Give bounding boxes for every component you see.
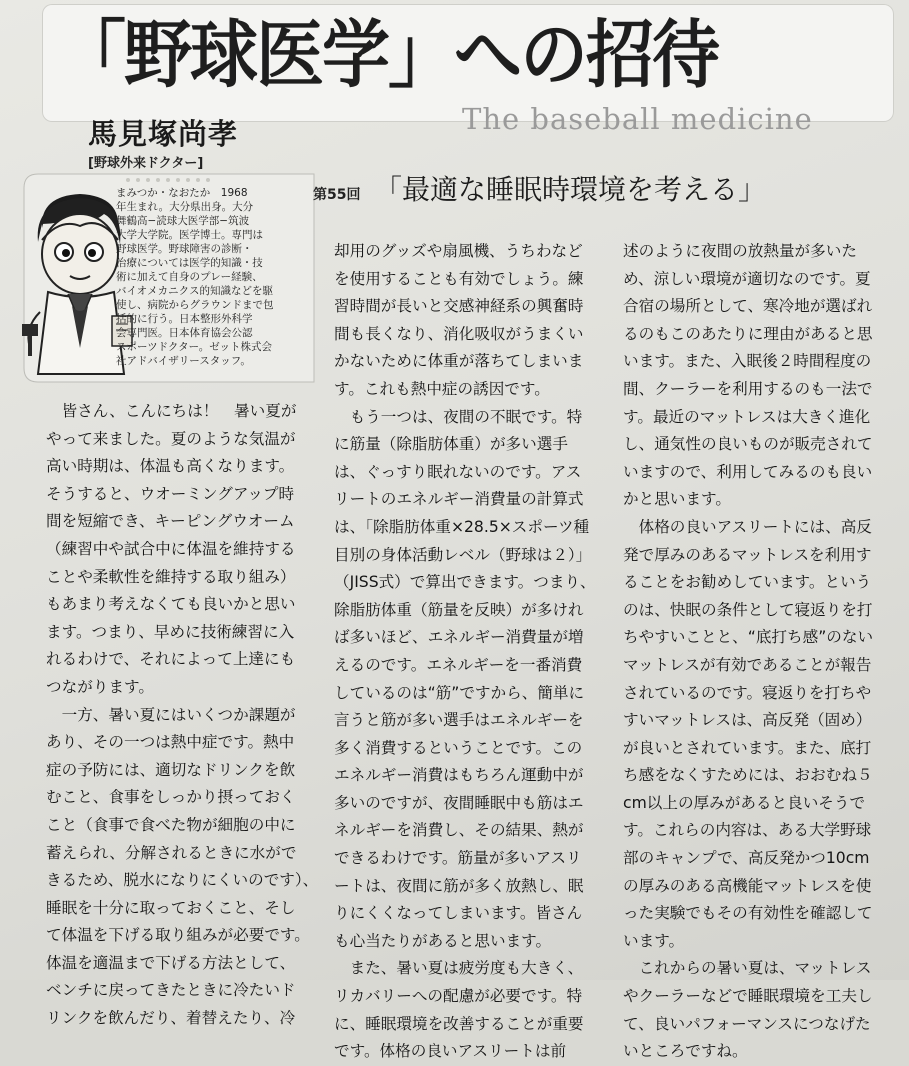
- article-line: もう一つは、夜間の不眠です。特: [334, 407, 583, 426]
- bio-line: 野球医学。野球障害の診断・: [116, 243, 253, 255]
- article-line: かないために体重が落ちてしまいま: [334, 352, 584, 371]
- article-line: しているのは“筋”ですから、簡単に: [334, 683, 585, 702]
- article-line: め、涼しい環境が適切なのです。夏: [623, 269, 871, 288]
- article-line: エネルギー消費はもちろん運動中が: [334, 766, 584, 785]
- article-line: のは、快眠の条件として寝返りを打: [623, 600, 873, 619]
- article-line: います。: [623, 931, 685, 950]
- bio-line: バイオメカニクス的知識などを駆: [116, 285, 273, 297]
- bio-line: 会専門医。日本体育協会公認: [116, 327, 253, 339]
- article-line: し、通気性の良いものが販売されて: [623, 435, 873, 454]
- article-line: りにくくなってしまいます。皆さん: [334, 904, 583, 923]
- article-line: います。また、入眠後２時間程度の: [623, 352, 872, 371]
- article-line: えるのです。エネルギーを一番消費: [334, 655, 583, 674]
- article-line: るのもこのあたりに理由があると思: [623, 324, 873, 343]
- article-column-3: [623, 238, 893, 1066]
- article-line: 皆さん、こんにちは！ 暑い夏が: [46, 402, 297, 420]
- article-line: むこと、食事をしっかり摂っておく: [46, 788, 296, 807]
- bio-line: 年生まれ。大分県出身。大分: [116, 201, 254, 213]
- article-line: 高い時期は、体温も高くなります。: [46, 457, 295, 476]
- bio-line: 社アドバイザリースタッフ。: [116, 355, 251, 367]
- article-line: リカバリーへの配慮が必要です。特: [334, 987, 583, 1006]
- article-line: やクーラーなどで睡眠環境を工夫し: [623, 987, 873, 1006]
- article-line: ることをお勧めしています。という: [623, 573, 872, 592]
- author-role: [野球外来ドクター]: [88, 156, 204, 171]
- article-line: マットレスが有効であることが報告: [623, 655, 872, 674]
- article-line: つながります。: [46, 677, 154, 696]
- article-line: に筋量（除脂肪体重）が多い選手: [334, 435, 568, 454]
- series-title: 「野球医学」への招待: [58, 13, 719, 99]
- bio-line: まみつか・なおたか 1968: [116, 187, 248, 199]
- article-line: が良いとされています。また、底打: [623, 738, 872, 757]
- article-line: て、良いパフォーマンスにつなげた: [623, 1014, 871, 1033]
- article-line: そうすると、ウオーミングアップ時: [46, 484, 295, 503]
- author-name: 馬見塚尚孝: [88, 117, 239, 151]
- article-line: 多いのですが、夜間睡眠中も筋はエ: [334, 793, 584, 812]
- article-line: cm以上の厚みがあると良いそうで: [623, 793, 866, 812]
- article-line: すいマットレスは、高反発（固め）: [623, 711, 872, 730]
- article-line: す。これも熱中症の誘因です。: [334, 379, 550, 398]
- article-line: 体温を適温まで下げる方法として、: [46, 953, 296, 972]
- article-line: 一方、暑い夏にはいくつか課題が: [46, 705, 296, 724]
- article-line: った実験でもその有効性を確認して: [623, 904, 873, 923]
- bio-line: 舞鶴高−読球大医学部−筑波: [116, 215, 250, 227]
- article-line: 却用のグッズや扇風機、うちわなど: [334, 242, 583, 260]
- article-line: ベンチに戻ってきたときに冷たいド: [46, 981, 296, 1000]
- article-line: 発で厚みのあるマットレスを利用す: [623, 545, 872, 564]
- article-line: いますので、利用してみるのも良い: [623, 462, 873, 481]
- article-line: す。最近のマットレスは大きく進化: [623, 407, 871, 426]
- article-line: です。体格の良いアスリートは前: [334, 1042, 567, 1061]
- article-line: の厚みのある高機能マットレスを使: [623, 876, 872, 895]
- episode-title: 「最適な睡眠時環境を考える」: [374, 173, 767, 206]
- article-line: て体温を下げる取り組みが必要です。: [46, 926, 310, 945]
- bio-line: 術に加えて自身のプレー経験、: [116, 271, 263, 283]
- article-line: これからの暑い夏は、マットレス: [623, 959, 872, 978]
- article-line: 蓄えられ、分解されるときに水がで: [46, 843, 297, 862]
- episode-number: 第55回: [313, 187, 361, 203]
- article-line: 症の予防には、適切なドリンクを飲: [46, 760, 296, 779]
- article-line: かと思います。: [623, 490, 731, 509]
- article-line: 合宿の場所として、寒冷地が選ばれ: [623, 297, 873, 316]
- article-line: を使用することも有効でしょう。練: [334, 269, 584, 288]
- article-line: いところですね。: [623, 1042, 748, 1061]
- article-line: （練習中や試合中に体温を維持する: [46, 539, 296, 558]
- article-line: ば多いほど、エネルギー消費量が増: [334, 628, 584, 647]
- article-line: できるわけです。筋量が多いアスリ: [334, 849, 582, 868]
- article-line: 目別の身体活動レベル（野球は２）」: [334, 545, 592, 564]
- article-line: 言うと筋が多い選手はエネルギーを: [334, 711, 584, 730]
- article-line: されているのです。寝返りを打ちや: [623, 683, 872, 702]
- article-line: 多く消費するということです。この: [334, 738, 583, 757]
- article-line: もあまり考えなくても良いかと思い: [46, 595, 296, 614]
- article-line: 間、クーラーを利用するのも一法で: [623, 379, 873, 398]
- article-line: きるため、脱水になりにくいのです）、: [46, 871, 319, 890]
- article-line: ネルギーを消費し、その結果、熱が: [334, 821, 584, 840]
- author-bio: [116, 186, 310, 368]
- article-line: ち感をなくすためには、おおむね５: [623, 766, 873, 785]
- article-line: 睡眠を十分に取っておくこと、そし: [46, 898, 296, 917]
- article-line: あり、その一つは熱中症です。熱中: [46, 733, 295, 752]
- article-line: 間を短縮でき、キーピングウオーム: [46, 512, 295, 531]
- article-column-2: [334, 238, 624, 1066]
- article-line: も心当たりがあると思います。: [334, 931, 552, 950]
- article-line: 間も長くなり、消化吸収がうまくい: [334, 324, 584, 343]
- article-line: ます。つまり、早めに技術練習に入: [46, 622, 295, 641]
- article-line: す。これらの内容は、ある大学野球: [623, 821, 872, 840]
- article-line: ちやすいことと、“底打ち感”のない: [623, 628, 874, 647]
- series-title-english: The baseball medicine: [462, 102, 813, 136]
- article-line: 体格の良いアスリートには、高反: [623, 517, 872, 536]
- bio-line: 治療については医学的知識・技: [116, 257, 263, 269]
- article-line: こと（食事で食べた物が細胞の中に: [46, 815, 296, 834]
- article-line: ことや柔軟性を維持する取り組み）: [46, 567, 296, 586]
- bio-line: スポーツドクター。ゼット株式会: [116, 341, 273, 353]
- bio-line: 使し、病院からグラウンドまで包: [116, 299, 274, 311]
- article-line: ートは、夜間に筋が多く放熱し、眠: [334, 876, 584, 895]
- article-column-1: [46, 398, 328, 1033]
- article-line: リンクを飲んだり、着替えたり、冷: [46, 1009, 296, 1028]
- article-line: リートのエネルギー消費量の計算式: [334, 490, 584, 509]
- bio-line: 括的に行う。日本整形外科学: [116, 313, 253, 325]
- article-line: れるわけで、それによって上達にも: [46, 650, 296, 669]
- article-line: 部のキャンプで、高反発かつ10cm: [623, 849, 870, 868]
- article-line: やって来ました。夏のような気温が: [46, 429, 296, 448]
- article-line: に、睡眠環境を改善することが重要: [334, 1014, 584, 1033]
- article-line: また、暑い夏は疲労度も大きく、: [334, 959, 584, 978]
- article-line: は、「除脂肪体重×28.5×スポーツ種: [334, 517, 590, 536]
- article-line: （JISS式）で算出できます。つまり、: [334, 573, 596, 592]
- article-line: 除脂肪体重（筋量を反映）が多けれ: [334, 600, 584, 619]
- article-line: は、ぐっすり眠れないのです。アス: [334, 462, 582, 481]
- article-line: 習時間が長いと交感神経系の興奮時: [334, 297, 584, 316]
- bio-line: 大学大学院。医学博士。専門は: [116, 229, 263, 241]
- article-line: 述のように夜間の放熱量が多いた: [623, 242, 857, 260]
